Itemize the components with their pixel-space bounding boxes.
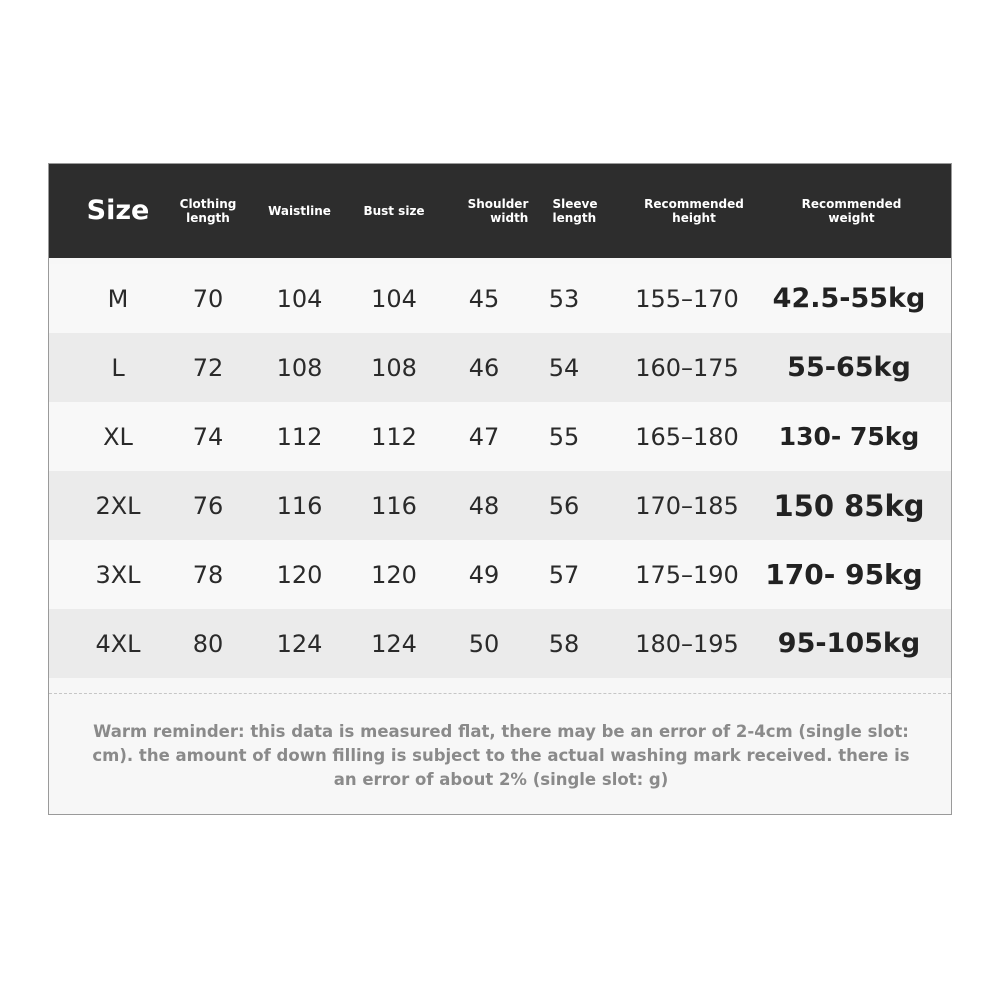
header-size	[69, 164, 167, 258]
cell-recommended-weight: 42.5-55kg	[772, 283, 926, 314]
header-recommended-height-line1: Recommended	[644, 197, 744, 211]
cell-recommended-weight: 130- 75kg	[778, 422, 920, 451]
header-waistline-label: Waistline	[268, 204, 331, 218]
header-sleeve-length-line1: Sleeve	[552, 197, 598, 211]
header-shoulder-width-line1: Shoulder	[467, 197, 529, 211]
cell-sleeve-length: 54	[548, 353, 580, 382]
header-sleeve-length	[541, 164, 609, 258]
header-recommended-weight-line2: weight	[828, 211, 875, 225]
cell-sleeve-length: 55	[548, 422, 580, 451]
cell-bust-size: 116	[371, 491, 417, 520]
size-chart-header	[49, 164, 951, 258]
cell-recommended-height: 155–170	[635, 284, 739, 313]
cell-waistline: 120	[276, 560, 323, 589]
size-chart	[48, 163, 952, 815]
cell-clothing-length: 70	[192, 284, 224, 313]
cell-waistline: 108	[276, 353, 323, 382]
cell-sleeve-length: 53	[548, 284, 580, 313]
cell-recommended-height: 175–190	[635, 560, 739, 589]
cell-clothing-length: 80	[192, 629, 224, 658]
header-recommended-height	[629, 164, 759, 258]
cell-waistline: 124	[276, 629, 323, 658]
cell-sleeve-length: 57	[548, 560, 580, 589]
header-clothing-length-line2: length	[186, 211, 230, 225]
note-line-3: an error of about 2% (single slot: g)	[333, 770, 669, 789]
header-shoulder-width	[461, 164, 535, 258]
cell-recommended-weight: 170- 95kg	[765, 558, 923, 591]
table-row	[49, 609, 951, 678]
cell-recommended-height: 160–175	[635, 353, 739, 382]
cell-bust-size: 124	[371, 629, 417, 658]
cell-size: 2XL	[95, 491, 141, 520]
cell-waistline: 112	[276, 422, 323, 451]
cell-size: XL	[103, 422, 133, 451]
table-row	[49, 471, 951, 540]
cell-clothing-length: 72	[192, 353, 224, 382]
cell-shoulder-width: 45	[468, 284, 500, 313]
header-clothing-length-line1: Clothing	[179, 197, 237, 211]
cell-sleeve-length: 56	[548, 491, 580, 520]
cell-bust-size: 104	[371, 284, 417, 313]
cell-size: 4XL	[95, 629, 141, 658]
table-row	[49, 402, 951, 471]
cell-size: L	[111, 353, 125, 382]
header-bust-size-label: Bust size	[363, 204, 425, 218]
header-clothing-length	[169, 164, 247, 258]
cell-waistline: 116	[276, 491, 323, 520]
cell-recommended-height: 165–180	[635, 422, 739, 451]
cell-recommended-weight: 150 85kg	[773, 488, 925, 523]
header-recommended-height-line2: height	[672, 211, 716, 225]
cell-bust-size: 112	[371, 422, 417, 451]
cell-recommended-height: 170–185	[635, 491, 739, 520]
cell-waistline: 104	[276, 284, 323, 313]
cell-bust-size: 120	[371, 560, 417, 589]
header-waistline	[257, 164, 342, 258]
table-row	[49, 264, 951, 333]
cell-recommended-weight: 55-65kg	[787, 352, 911, 383]
cell-sleeve-length: 58	[548, 629, 580, 658]
header-recommended-weight	[779, 164, 924, 258]
header-shoulder-width-line2: width	[490, 211, 529, 225]
header-bust-size	[349, 164, 439, 258]
cell-shoulder-width: 46	[468, 353, 500, 382]
cell-size: 3XL	[95, 560, 141, 589]
note-line-1: Warm reminder: this data is measured flat, there may be an error of 2-4cm (single slot:	[93, 722, 909, 741]
cell-recommended-weight: 95-105kg	[777, 628, 921, 659]
table-row	[49, 333, 951, 402]
cell-recommended-height: 180–195	[635, 629, 739, 658]
cell-size: M	[107, 284, 129, 313]
header-recommended-weight-line1: Recommended	[801, 197, 902, 211]
cell-bust-size: 108	[371, 353, 417, 382]
header-size-label: Size	[86, 195, 150, 226]
dashed-divider	[49, 693, 951, 694]
cell-shoulder-width: 50	[468, 629, 500, 658]
header-sleeve-length-line2: length	[552, 211, 597, 225]
table-row	[49, 540, 951, 609]
cell-shoulder-width: 47	[468, 422, 500, 451]
cell-clothing-length: 74	[192, 422, 224, 451]
cell-clothing-length: 76	[192, 491, 224, 520]
cell-shoulder-width: 48	[468, 491, 500, 520]
cell-shoulder-width: 49	[468, 560, 500, 589]
warm-reminder-note	[79, 720, 923, 792]
cell-clothing-length: 78	[192, 560, 224, 589]
note-line-2: cm). the amount of down filling is subject to the actual washing mark received. there is	[92, 746, 910, 765]
